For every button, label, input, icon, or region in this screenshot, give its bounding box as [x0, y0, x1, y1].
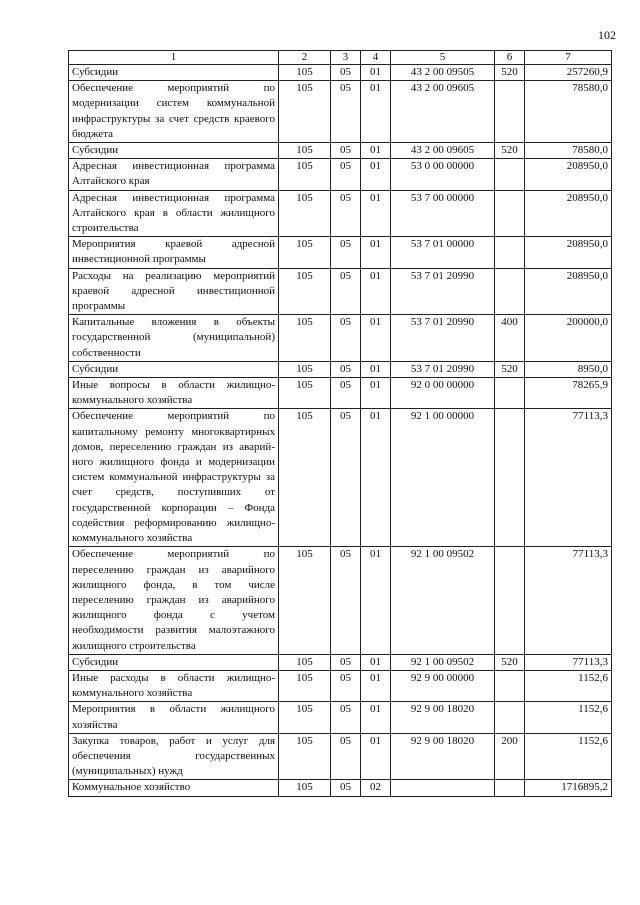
column-header: 5 [391, 51, 495, 65]
budget-table [68, 50, 612, 797]
amount-cell: 1152,6 [525, 733, 612, 780]
ministry-code-cell: 105 [279, 780, 331, 796]
ministry-code-cell: 105 [279, 654, 331, 670]
ministry-code-cell: 105 [279, 378, 331, 409]
expense-type-cell [495, 547, 525, 654]
ministry-code-cell: 105 [279, 315, 331, 362]
subsection-code-cell: 01 [361, 81, 391, 143]
target-article-cell: 92 1 00 00000 [391, 409, 495, 547]
amount-cell: 77113,3 [525, 654, 612, 670]
expense-type-cell: 520 [495, 654, 525, 670]
table-row [69, 670, 612, 701]
amount-cell: 78580,0 [525, 81, 612, 143]
expense-name-cell: Иные расходы в области жилищно-коммунального хозяйства [69, 670, 279, 701]
table-row [69, 190, 612, 237]
amount-cell: 77113,3 [525, 547, 612, 654]
ministry-code-cell: 105 [279, 159, 331, 190]
expense-type-cell: 520 [495, 65, 525, 81]
ministry-code-cell: 105 [279, 702, 331, 733]
column-number-header-row [69, 51, 612, 65]
target-article-cell: 53 7 01 20990 [391, 361, 495, 377]
target-article-cell: 53 7 00 00000 [391, 190, 495, 237]
expense-type-cell [495, 378, 525, 409]
expense-name-cell: Адресная инвестиционная программа Алтайского края в области жилищного строительства [69, 190, 279, 237]
column-header: 2 [279, 51, 331, 65]
target-article-cell: 43 2 00 09605 [391, 143, 495, 159]
section-code-cell: 05 [331, 237, 361, 268]
table-row [69, 361, 612, 377]
subsection-code-cell: 01 [361, 190, 391, 237]
section-code-cell: 05 [331, 81, 361, 143]
expense-type-cell [495, 237, 525, 268]
table-row [69, 143, 612, 159]
ministry-code-cell: 105 [279, 65, 331, 81]
amount-cell: 200000,0 [525, 315, 612, 362]
target-article-cell: 53 7 01 20990 [391, 268, 495, 315]
table-row [69, 315, 612, 362]
expense-name-cell: Мероприятия краевой адресной инвестиционной программы [69, 237, 279, 268]
target-article-cell: 92 9 00 18020 [391, 702, 495, 733]
target-article-cell [391, 780, 495, 796]
section-code-cell: 05 [331, 268, 361, 315]
expense-type-cell [495, 81, 525, 143]
target-article-cell: 92 9 00 18020 [391, 733, 495, 780]
expense-name-cell: Субсидии [69, 654, 279, 670]
column-header: 7 [525, 51, 612, 65]
section-code-cell: 05 [331, 361, 361, 377]
table-row [69, 81, 612, 143]
target-article-cell: 92 1 00 09502 [391, 547, 495, 654]
table-row [69, 654, 612, 670]
column-header: 1 [69, 51, 279, 65]
target-article-cell: 92 0 00 00000 [391, 378, 495, 409]
target-article-cell: 92 1 00 09502 [391, 654, 495, 670]
target-article-cell: 53 0 00 00000 [391, 159, 495, 190]
ministry-code-cell: 105 [279, 409, 331, 547]
ministry-code-cell: 105 [279, 81, 331, 143]
expense-name-cell: Обеспечение мероприятий по переселению граждан из аварийного жилищного фонда, в том числе переселению граждан из аварийного жилищного фонда с учетом необходимости развития малоэтажного жилищного строительства [69, 547, 279, 654]
amount-cell: 208950,0 [525, 268, 612, 315]
expense-type-cell: 520 [495, 143, 525, 159]
amount-cell: 1152,6 [525, 702, 612, 733]
subsection-code-cell: 01 [361, 237, 391, 268]
section-code-cell: 05 [331, 143, 361, 159]
ministry-code-cell: 105 [279, 733, 331, 780]
expense-name-cell: Обеспечение мероприятий по капитальному ремонту многоквартирных домов, переселению граждан из аварийного жилищного фонда и модернизации систем коммунальной инфраструктуры за счет средств, поступивших от государственной корпорации – Фонда содействия реформированию жилищно-коммунального хозяйства [69, 409, 279, 547]
section-code-cell: 05 [331, 65, 361, 81]
section-code-cell: 05 [331, 315, 361, 362]
expense-type-cell [495, 409, 525, 547]
subsection-code-cell: 01 [361, 654, 391, 670]
target-article-cell: 53 7 01 20990 [391, 315, 495, 362]
section-code-cell: 05 [331, 159, 361, 190]
expense-name-cell: Капитальные вложения в объекты государственной (муниципальной) собственности [69, 315, 279, 362]
section-code-cell: 05 [331, 702, 361, 733]
column-header: 3 [331, 51, 361, 65]
subsection-code-cell: 01 [361, 143, 391, 159]
target-article-cell: 53 7 01 00000 [391, 237, 495, 268]
section-code-cell: 05 [331, 409, 361, 547]
section-code-cell: 05 [331, 670, 361, 701]
subsection-code-cell: 01 [361, 159, 391, 190]
expense-type-cell: 200 [495, 733, 525, 780]
expense-type-cell [495, 190, 525, 237]
ministry-code-cell: 105 [279, 237, 331, 268]
target-article-cell: 92 9 00 00000 [391, 670, 495, 701]
amount-cell: 1152,6 [525, 670, 612, 701]
subsection-code-cell: 01 [361, 361, 391, 377]
expense-name-cell: Иные вопросы в области жилищно-коммунального хозяйства [69, 378, 279, 409]
subsection-code-cell: 01 [361, 702, 391, 733]
amount-cell: 257260,9 [525, 65, 612, 81]
expense-type-cell [495, 702, 525, 733]
column-header: 6 [495, 51, 525, 65]
page-number: 102 [598, 28, 616, 42]
amount-cell: 8950,0 [525, 361, 612, 377]
subsection-code-cell: 01 [361, 733, 391, 780]
expense-type-cell: 400 [495, 315, 525, 362]
expense-name-cell: Мероприятия в области жилищного хозяйства [69, 702, 279, 733]
expense-type-cell [495, 268, 525, 315]
section-code-cell: 05 [331, 654, 361, 670]
subsection-code-cell: 01 [361, 315, 391, 362]
amount-cell: 208950,0 [525, 190, 612, 237]
target-article-cell: 43 2 00 09505 [391, 65, 495, 81]
ministry-code-cell: 105 [279, 361, 331, 377]
subsection-code-cell: 01 [361, 268, 391, 315]
table-row [69, 268, 612, 315]
amount-cell: 208950,0 [525, 159, 612, 190]
ministry-code-cell: 105 [279, 268, 331, 315]
expense-name-cell: Обеспечение мероприятий по модернизации систем коммунальной инфраструктуры за счет средств краевого бюджета [69, 81, 279, 143]
table-row [69, 733, 612, 780]
subsection-code-cell: 01 [361, 670, 391, 701]
target-article-cell: 43 2 00 09605 [391, 81, 495, 143]
expense-type-cell: 520 [495, 361, 525, 377]
table-row [69, 780, 612, 796]
expense-type-cell [495, 780, 525, 796]
amount-cell: 208950,0 [525, 237, 612, 268]
amount-cell: 78265,9 [525, 378, 612, 409]
section-code-cell: 05 [331, 190, 361, 237]
ministry-code-cell: 105 [279, 143, 331, 159]
expense-name-cell: Расходы на реализацию мероприятий краевой адресной инвестиционной программы [69, 268, 279, 315]
subsection-code-cell: 01 [361, 378, 391, 409]
expense-name-cell: Субсидии [69, 361, 279, 377]
amount-cell: 77113,3 [525, 409, 612, 547]
table-row [69, 65, 612, 81]
table-row [69, 409, 612, 547]
table-row [69, 378, 612, 409]
section-code-cell: 05 [331, 547, 361, 654]
subsection-code-cell: 01 [361, 65, 391, 81]
expense-type-cell [495, 159, 525, 190]
expense-name-cell: Субсидии [69, 143, 279, 159]
section-code-cell: 05 [331, 733, 361, 780]
amount-cell: 1716895,2 [525, 780, 612, 796]
section-code-cell: 05 [331, 780, 361, 796]
table-row [69, 702, 612, 733]
ministry-code-cell: 105 [279, 670, 331, 701]
subsection-code-cell: 02 [361, 780, 391, 796]
table-row [69, 547, 612, 654]
column-header: 4 [361, 51, 391, 65]
subsection-code-cell: 01 [361, 409, 391, 547]
section-code-cell: 05 [331, 378, 361, 409]
amount-cell: 78580,0 [525, 143, 612, 159]
table-row [69, 237, 612, 268]
ministry-code-cell: 105 [279, 547, 331, 654]
expense-name-cell: Коммунальное хозяйство [69, 780, 279, 796]
expense-name-cell: Закупка товаров, работ и услуг для обеспечения государственных (муниципальных) нужд [69, 733, 279, 780]
table-row [69, 159, 612, 190]
subsection-code-cell: 01 [361, 547, 391, 654]
ministry-code-cell: 105 [279, 190, 331, 237]
expense-type-cell [495, 670, 525, 701]
expense-name-cell: Адресная инвестиционная программа Алтайского края [69, 159, 279, 190]
expense-name-cell: Субсидии [69, 65, 279, 81]
